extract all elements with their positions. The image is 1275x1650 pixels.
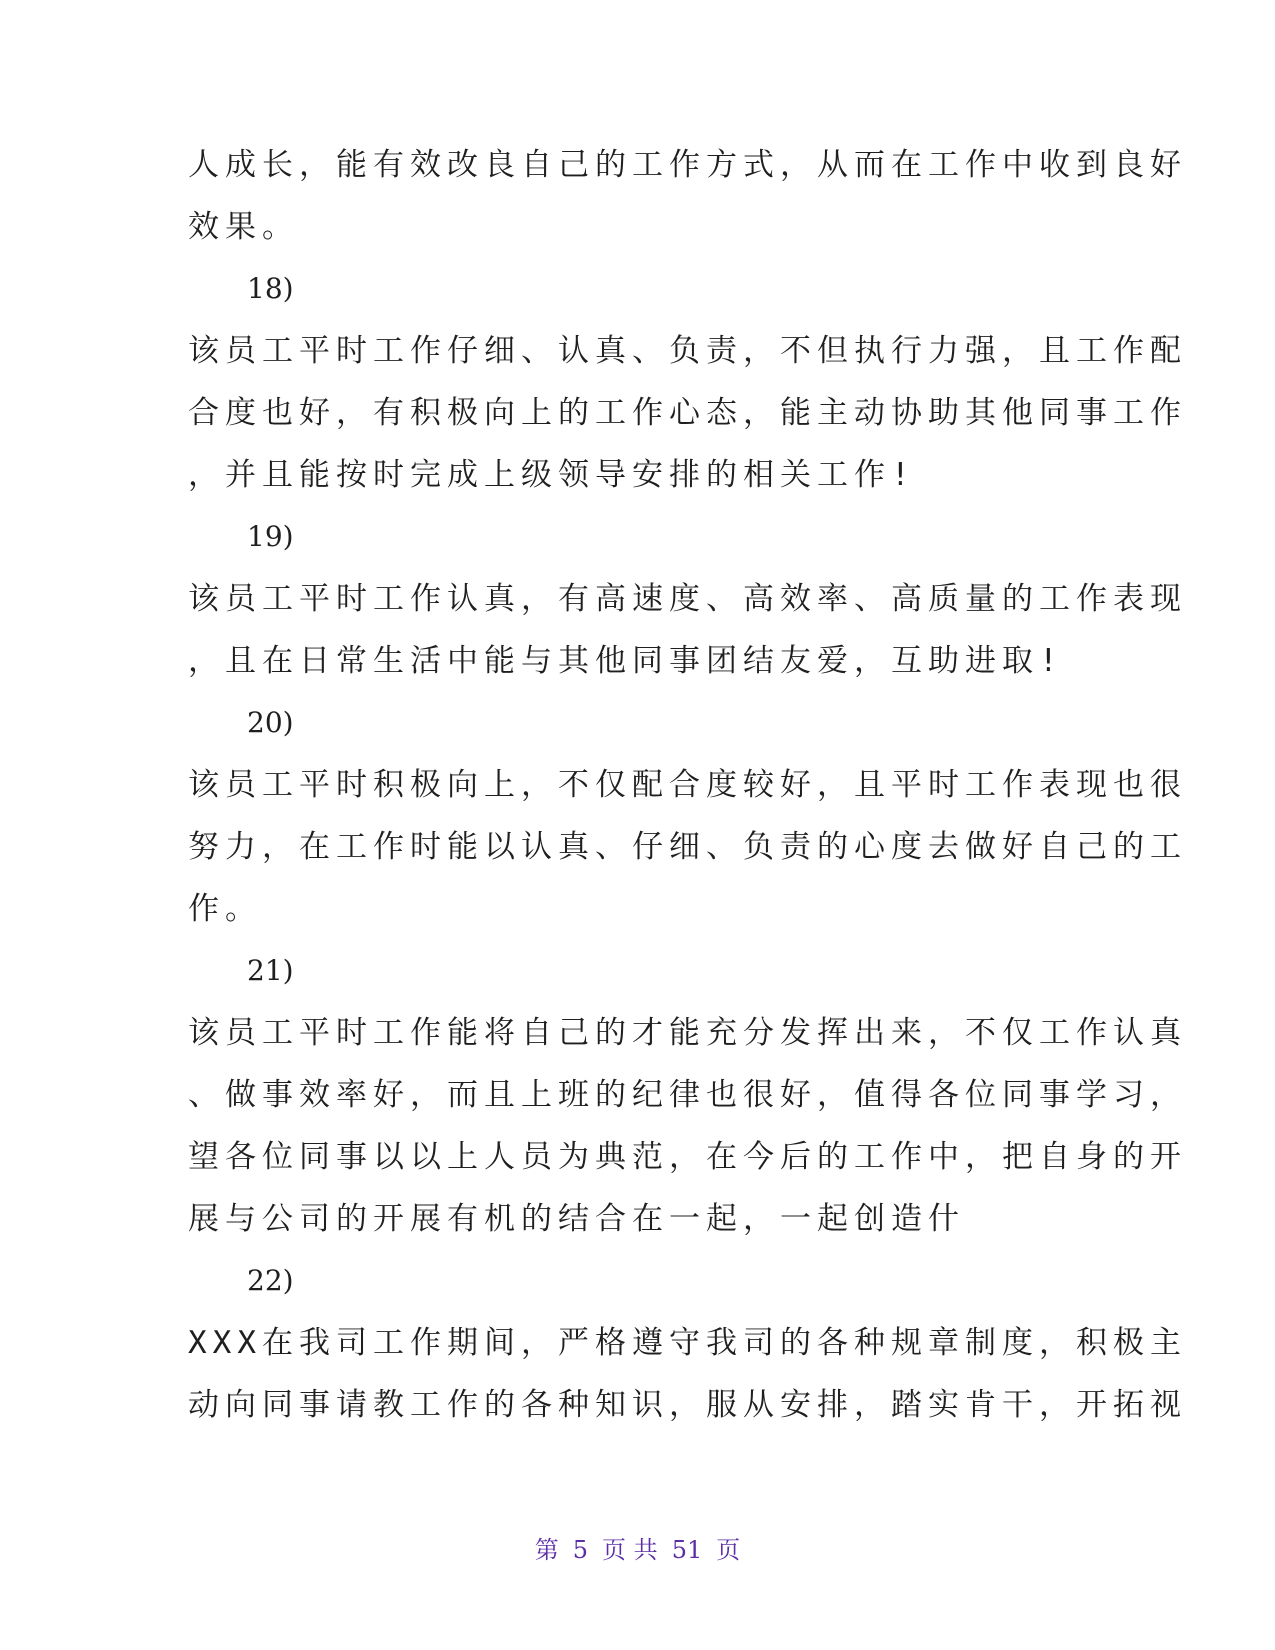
text-line: 人成长，能有效改良自己的工作方式，从而在工作中收到良好: [188, 147, 1187, 183]
text-line: 作。: [188, 891, 262, 927]
text-line: 、做事效率好，而且上班的纪律也很好，值得各位同事学习，: [188, 1077, 1187, 1113]
item-number: 21): [247, 954, 294, 987]
text-line: 动向同事请教工作的各种知识，服从安排，踏实肯干，开拓视: [188, 1387, 1187, 1423]
text-line: 展与公司的开展有机的结合在一起，一起创造什: [188, 1201, 965, 1237]
text-line: 该员工平时工作认真，有高速度、高效率、高质量的工作表现: [188, 581, 1187, 617]
text-line: XXX在我司工作期间，严格遵守我司的各种规章制度，积极主: [188, 1325, 1187, 1361]
text-line: 该员工平时工作能将自己的才能充分发挥出来，不仅工作认真: [188, 1015, 1187, 1051]
item-number: 22): [247, 1264, 294, 1297]
item-number: 20): [247, 706, 294, 739]
text-line: ，且在日常生活中能与其他同事团结友爱，互助进取!: [188, 643, 1064, 679]
footer-prefix: 第: [534, 1536, 559, 1564]
footer-page-number: 5: [572, 1536, 589, 1564]
text-line: 效果。: [188, 209, 299, 245]
text-line: 该员工平时工作仔细、认真、负责，不但执行力强，且工作配: [188, 333, 1187, 369]
page-footer: [0, 1530, 1275, 1565]
footer-middle: 页 共: [602, 1536, 658, 1564]
text-line: 努力，在工作时能以认真、仔细、负责的心度去做好自己的工: [188, 829, 1187, 865]
footer-suffix: 页: [716, 1536, 741, 1564]
item-number: 18): [247, 272, 294, 305]
item-number: 19): [247, 520, 294, 553]
text-line: 望各位同事以以上人员为典范，在今后的工作中，把自身的开: [188, 1139, 1187, 1175]
footer-total-pages: 51: [671, 1536, 703, 1564]
text-line: 该员工平时积极向上，不仅配合度较好，且平时工作表现也很: [188, 767, 1187, 803]
text-line: ，并且能按时完成上级领导安排的相关工作!: [188, 457, 916, 493]
text-line: 合度也好，有积极向上的工作心态，能主动协助其他同事工作: [188, 395, 1187, 431]
